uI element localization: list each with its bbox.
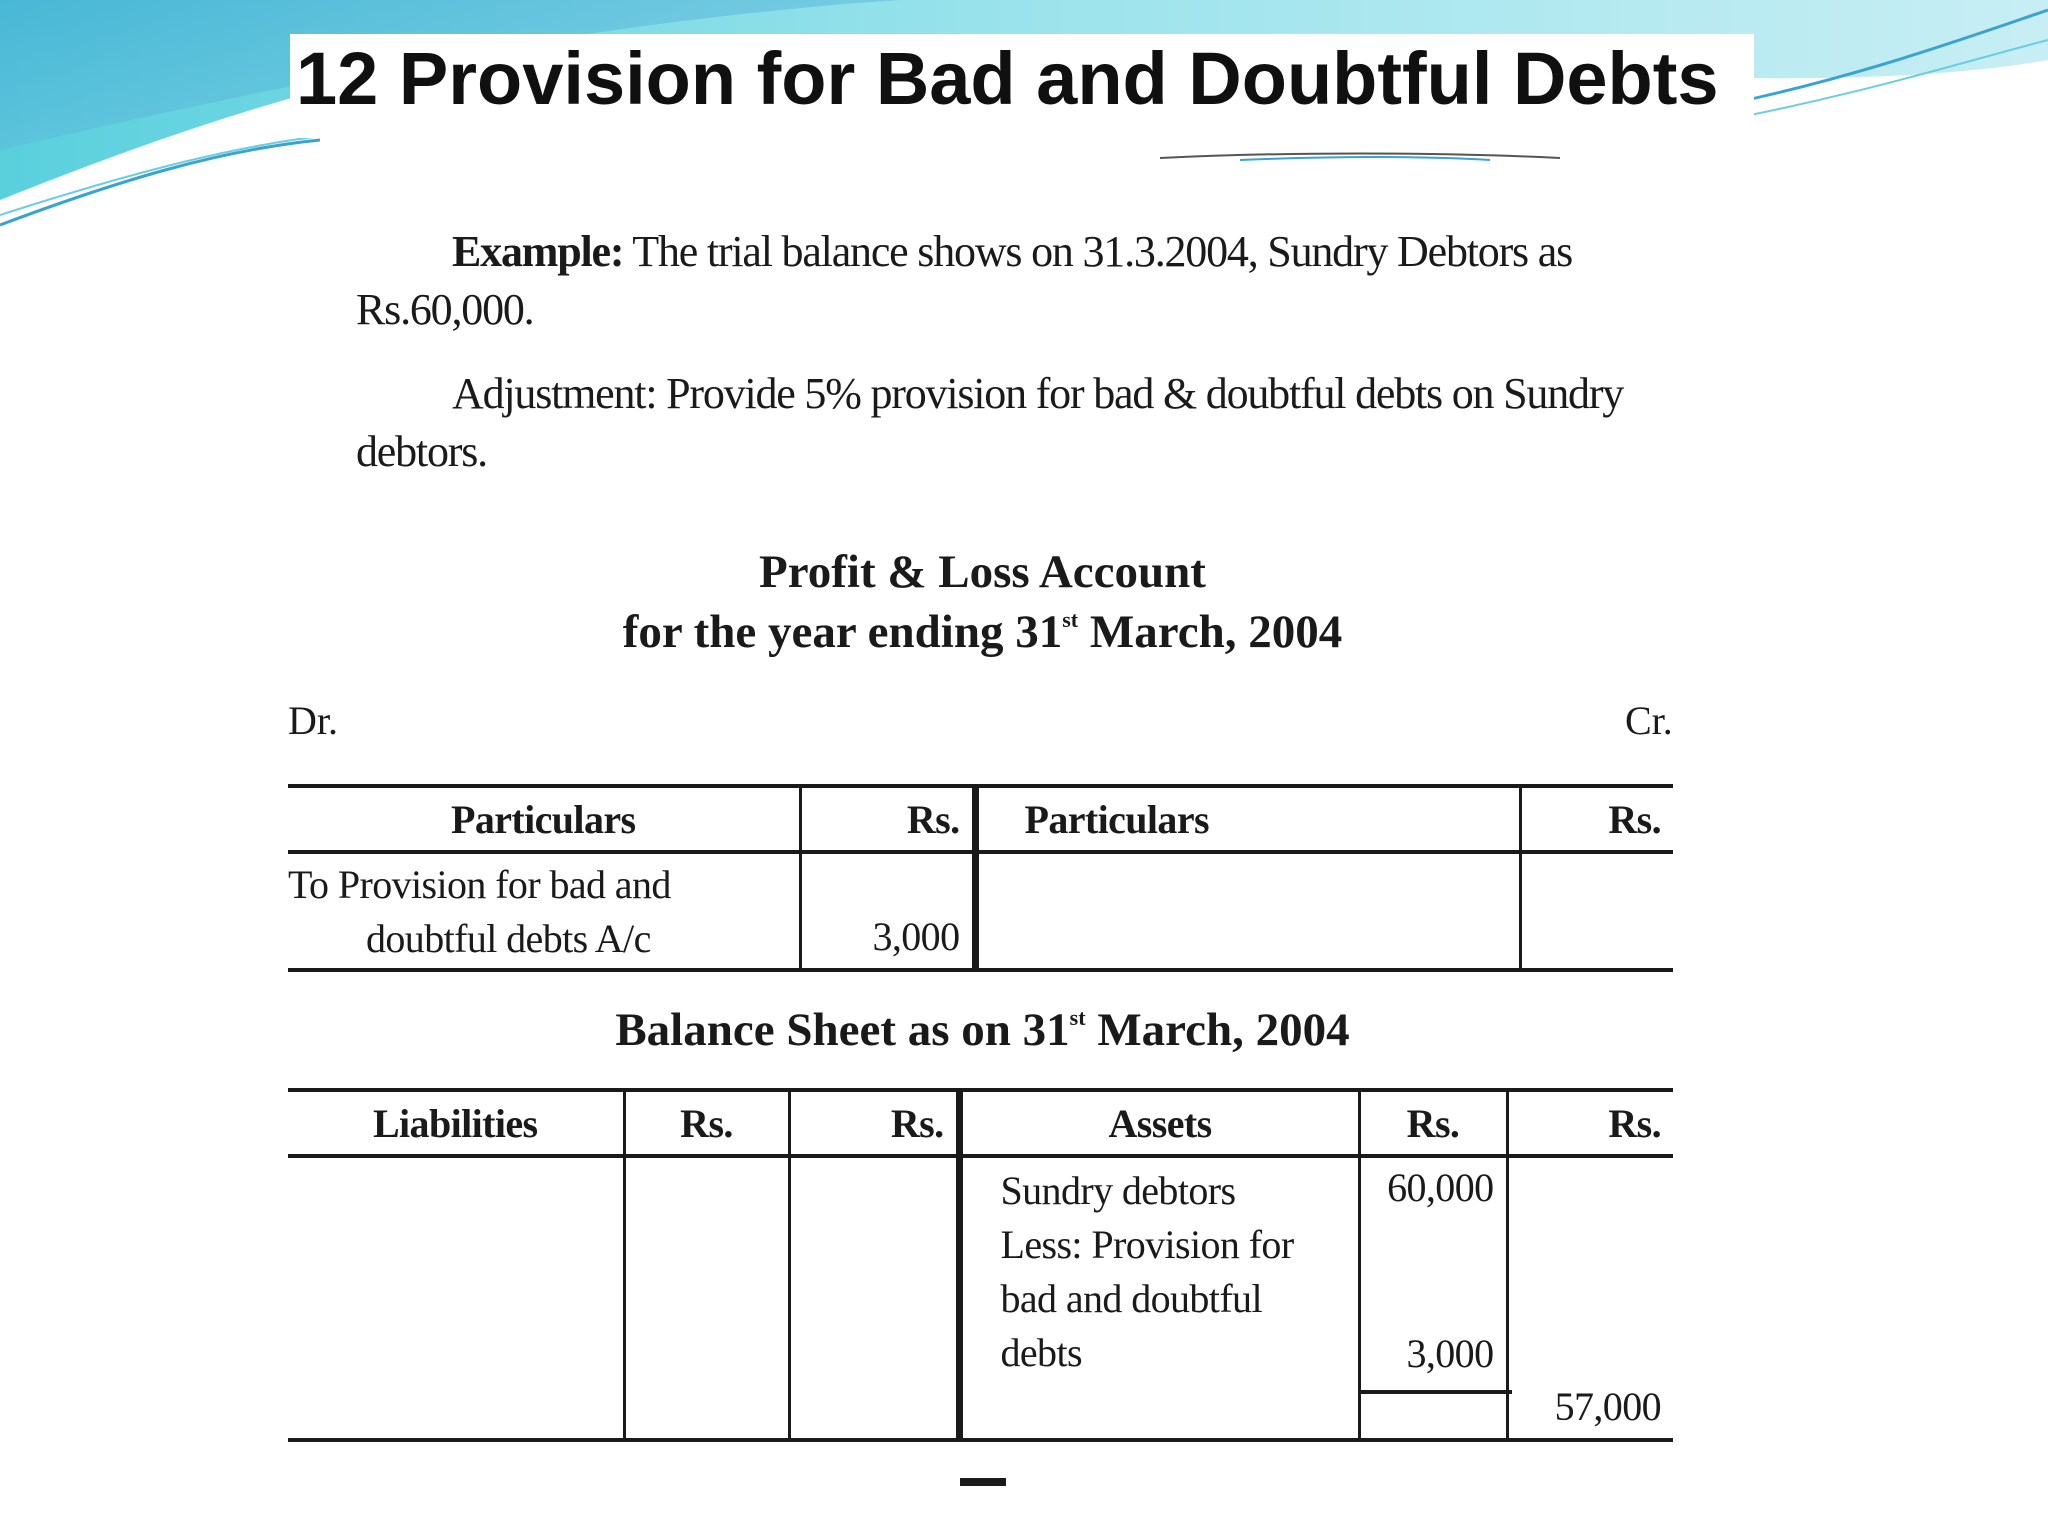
pl-header-rs-dr: Rs.: [800, 786, 975, 852]
example-box: [322, 185, 1692, 490]
pl-account-table: [288, 784, 1673, 972]
bs-header-assets: Assets: [959, 1090, 1359, 1156]
bs-liabilities-cell: [288, 1156, 624, 1440]
pl-header-row: [288, 786, 1673, 852]
bs-row: [288, 1156, 1673, 1440]
cr-label: Cr.: [1625, 698, 1673, 743]
bs-header-rs-4: Rs.: [1507, 1090, 1673, 1156]
dr-label: Dr.: [288, 698, 338, 743]
adjustment-paragraph: [356, 365, 1656, 481]
bs-asset-line-2: Less: Provision for: [1000, 1222, 1294, 1267]
bs-header-liabilities: Liabilities: [288, 1090, 624, 1156]
title-underline: [1160, 148, 1560, 168]
pl-header-particulars-cr: Particulars: [975, 786, 1520, 852]
example-label: Example:: [452, 227, 624, 276]
pl-particular-line2: doubtful debts A/c: [366, 916, 651, 961]
bs-header-rs-3: Rs.: [1359, 1090, 1507, 1156]
bs-subtotal-rule: [1361, 1390, 1512, 1394]
bs-header-rs-2: Rs.: [789, 1090, 959, 1156]
pl-particular-cell: [288, 852, 800, 970]
bs-asset-line-3: bad and doubtful: [1000, 1276, 1262, 1321]
pl-title: Profit & Loss Account: [759, 546, 1206, 598]
title-box: [290, 34, 1754, 138]
pl-header-particulars-dr: Particulars: [288, 786, 800, 852]
pl-row: [288, 852, 1673, 970]
balance-sheet-title: Balance Sheet as on 31st March, 2004: [615, 1004, 1350, 1056]
accounts-box: [170, 535, 1795, 1495]
example-text: The trial balance shows on 31.3.2004, Sundry Debtors as Rs.60,000.: [356, 227, 1572, 334]
adjustment-text: Adjustment: Provide 5% provision for bad & doubtful debts on Sundry debtors.: [356, 369, 1624, 476]
bs-asset-rs-cell: [1359, 1156, 1507, 1440]
bs-liab-rs-2: [789, 1156, 959, 1440]
pl-particular-line1: To Provision for bad and: [288, 862, 671, 907]
pl-cr-amount-cell: [1520, 852, 1673, 970]
slide-title: 12 Provision for Bad and Doubtful Debts: [296, 37, 1719, 120]
bs-header-row: [288, 1090, 1673, 1156]
example-paragraph: [356, 223, 1656, 339]
bs-debtors-amount: 60,000: [1387, 1165, 1494, 1210]
pl-header-rs-cr: Rs.: [1520, 786, 1673, 852]
bs-asset-line-1: Sundry debtors: [1000, 1168, 1236, 1213]
bs-net-amount: 57,000: [1507, 1156, 1673, 1440]
bs-header-rs-1: Rs.: [624, 1090, 789, 1156]
bs-provision-amount: 3,000: [1406, 1331, 1494, 1376]
pl-subtitle: for the year ending 31st March, 2004: [622, 606, 1343, 658]
bs-assets-cell: [959, 1156, 1359, 1440]
page-number-fragment: [960, 1478, 1006, 1486]
pl-amount-cell: 3,000: [800, 852, 975, 970]
pl-cr-particular-cell: [975, 852, 1520, 970]
bs-liab-rs-1: [624, 1156, 789, 1440]
balance-sheet-table: [288, 1088, 1673, 1442]
bs-asset-line-4: debts: [1000, 1330, 1082, 1375]
